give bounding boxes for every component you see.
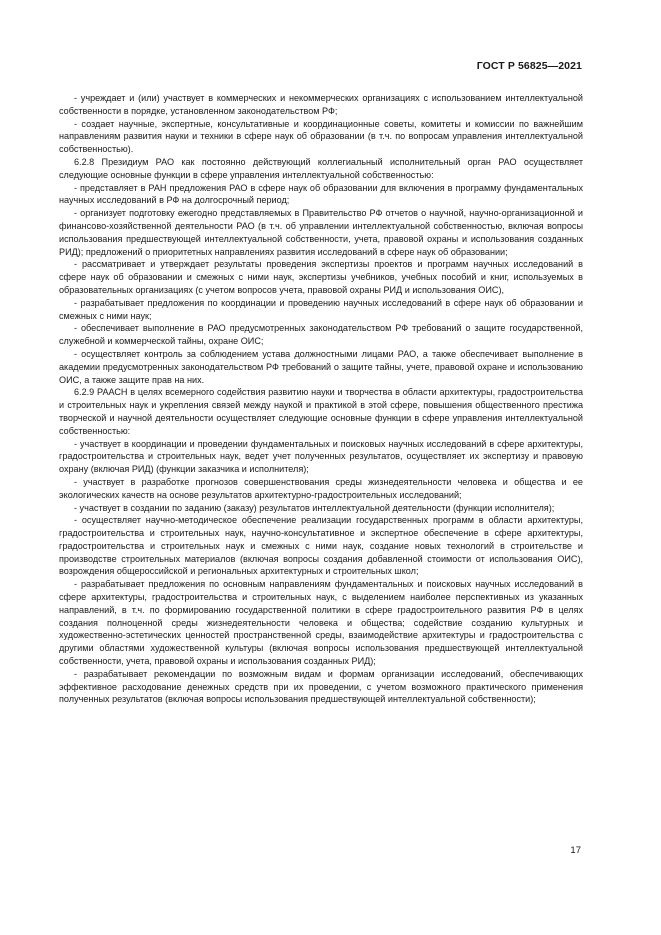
paragraph: - обеспечивает выполнение в РАО предусмотренных законодательством РФ требований о защите государственной, служебной и коммерческой тайны, охране ОИС; [59,323,583,347]
clause-6-2-8: 6.2.8 Президиум РАО как постоянно действующий коллегиальный исполнительный орган РАО осуществляет следующие основные функции в сфере управления интеллектуальной собственностью: [59,156,583,180]
document-header [477,60,582,72]
paragraph: - участвует в координации и проведении фундаментальных и поисковых научных исследований в сфере архитектуры, градостроительства и строительных наук, ведет учет полученных результатов, осуществляет их экспертизу и правовую охрану (включая РИД) (функции заказчика и исполнителя); [59,438,583,475]
paragraph: - представляет в РАН предложения РАО в сфере наук об образовании для включения в программу фундаментальных научных исследований в РФ на долгосрочный период; [59,182,583,206]
paragraph: - разрабатывает рекомендации по возможным видам и формам организации исследований, обеспечивающих эффективное расходование денежных средств при их проведении, с учетом возможного практического применения полученных результатов (включая вопросы использования предшествующей интеллектуальной собственности); [59,668,583,705]
paragraph: - создает научные, экспертные, консультативные и координационные советы, комитеты и комиссии по важнейшим направлениям развития науки и техники в сфере наук об образовании (в т.ч. по вопросам управления интеллектуальной собственностью). [59,118,583,155]
paragraph: - разрабатывает предложения по координации и проведению научных исследований в сфере наук об образовании и смежных с ними наук; [59,297,583,321]
paragraph: - учреждает и (или) участвует в коммерческих и некоммерческих организациях с использованием интеллектуальной собственности в порядке, установленном законодательством РФ; [59,93,583,116]
page-footer [570,845,581,856]
paragraph: - организует подготовку ежегодно представляемых в Правительство РФ отчетов о научной, научно-организационной и финансово-хозяйственной деятельности РАО (в т.ч. об управлении интеллектуальной собственностью, включая вопросы использования предшествующей интеллектуальной собственности, учета, правовой охраны и использования созданных РИД); предложений о приоритетных направлениях развития исследований в сфере наук об образовании; [59,208,583,257]
paragraph: - осуществляет контроль за соблюдением устава должностными лицами РАО, а также обеспечивает выполнение в академии предусмотренных законодательством РФ требований о защите тайны, учете, правовой охране и использованию ОИС, а также защите прав на них. [59,348,583,385]
paragraph: - осуществляет научно-методическое обеспечение реализации государственных программ в области архитектуры, градостроительства и строительных наук, научно-консультативное и экспертное обеспечение в сфере архитектуры, градостроительства и строительных наук и смежных с ними наук, создание новых технологий в строительстве и производстве строительных материалов (включая вопросы создания добавленной стоимости от использования ОИС), возрождения общероссийской и региональных архитектурных и строительных школ; [59,515,583,577]
paragraph: - участвует в создании по заданию (заказу) результатов интеллектуальной деятельности (функции исполнителя); [74,502,555,513]
page-number: 17 [570,845,581,856]
paragraph: - рассматривает и утверждает результаты проведения экспертизы проектов и программ научных исследований в сфере наук об образовании и смежных с ними наук, экспертизы учебников, учебных пособий и книг, используемых в образовательных организациях (с учетом вопросов учета, правовой охраны РИД и использования ОИС), [59,259,583,295]
document-body [59,92,583,706]
standard-id: ГОСТ Р 56825—2021 [476,60,582,72]
paragraph: - участвует в разработке прогнозов совершенствования среды жизнедеятельности человека и общества и ее экологических качеств на основе результатов архитектурно-градостроительных исследований; [59,476,583,500]
paragraph: - разрабатывает предложения по основным направлениям фундаментальных и поисковых научных исследований в сфере архитектуры, градостроительства и строительных наук, с выделением наиболее перспективных из указанных направлений, в т.ч. по формированию государственной политики в сфере градостроительного развития РФ в целях создания полноценной среды жизнедеятельности человека и общества; содействие созданию культурных и художественно-эстетических ценностей пространственной среды, взаимодействие архитектуры и градостроительства с другими областями художественной культуры (включая вопросы использования предшествующей интеллектуальной собственности, учета, правовой охраны и использования созданных РИД); [59,579,583,667]
clause-6-2-9: 6.2.9 РААСН в целях всемерного содействия развитию науки и творчества в области архитектуры, градостроительства и строительных наук и укрепления связей между наукой и практикой в этой сфере, повышения общественного престижа творческой и научной деятельности осуществляет следующие основные функции в сфере управления интеллектуальной собственностью: [59,387,583,436]
